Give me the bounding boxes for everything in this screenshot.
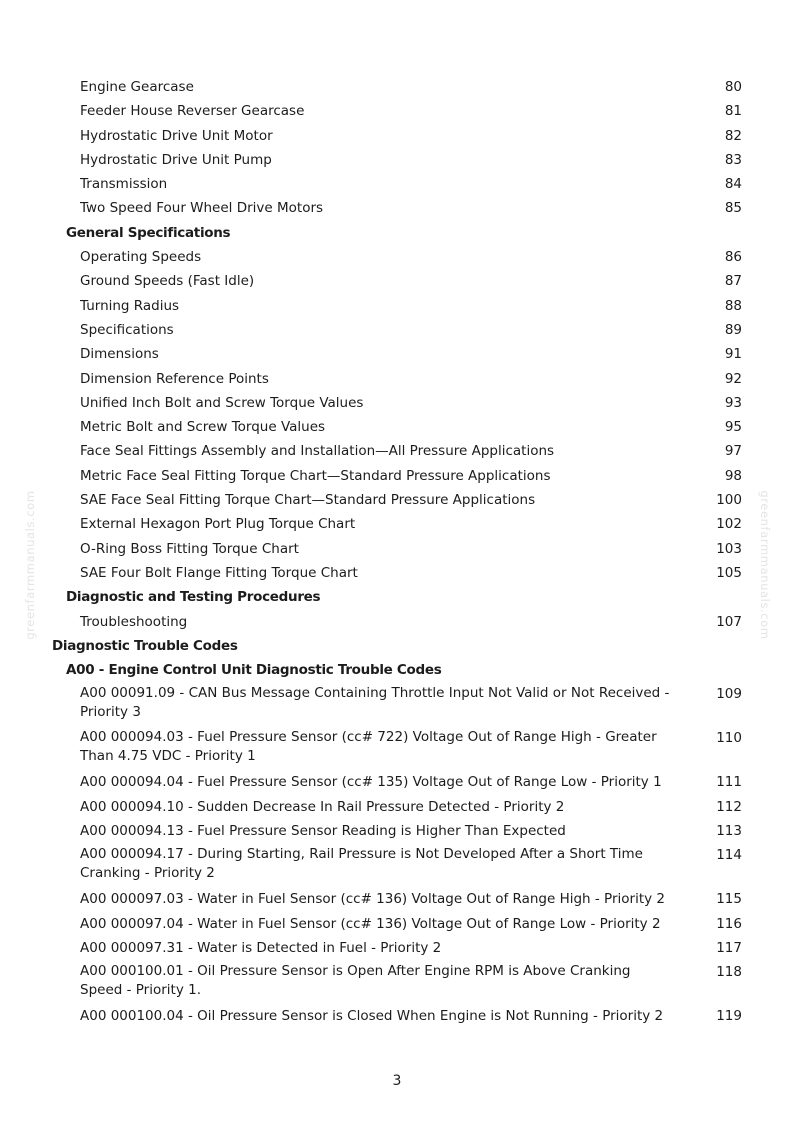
toc-entry-page-number: 116	[716, 915, 742, 932]
toc-entry-title: Face Seal Fittings Assembly and Installation—All Pressure Applications	[80, 443, 555, 460]
toc-entry-title: SAE Four Bolt Flange Fitting Torque Chart	[80, 564, 358, 581]
watermark-left: greenfarmmanuals.com	[23, 490, 37, 640]
toc-entry[interactable]	[0, 821, 794, 845]
toc-entry-page-number: 103	[716, 540, 742, 557]
toc-entry[interactable]	[0, 441, 794, 465]
toc-entry-title: Two Speed Four Wheel Drive Motors	[80, 200, 324, 217]
toc-entry-page-number: 100	[716, 492, 742, 509]
toc-entry-page-number: 112	[716, 798, 742, 815]
toc-entry-title: A00 000094.03 - Fuel Pressure Sensor (cc# 722) Voltage Out of Range High - Greater Than 4.75 VDC - Priority 1	[80, 729, 657, 765]
toc-entry-page-number: 114	[716, 847, 742, 864]
toc-entry[interactable]	[0, 369, 794, 393]
toc-entry-title: Engine Gearcase	[80, 79, 194, 95]
toc-entry[interactable]	[0, 174, 794, 198]
toc-entry-title: A00 000094.13 - Fuel Pressure Sensor Reading is Higher Than Expected	[80, 823, 566, 840]
toc-entry-title: A00 000097.03 - Water in Fuel Sensor (cc# 136) Voltage Out of Range High - Priority 2	[80, 891, 665, 908]
toc-entry-page-number: 117	[716, 939, 742, 956]
toc-entry-title: Dimension Reference Points	[80, 370, 269, 387]
toc-entry[interactable]	[0, 393, 794, 417]
toc-entry-page-number: 82	[724, 127, 742, 144]
toc-entry[interactable]	[0, 296, 794, 320]
toc-entry-title: Specifications	[80, 321, 174, 338]
toc-entry-page-number: 118	[716, 964, 742, 981]
toc-entry[interactable]	[0, 490, 794, 514]
toc-entry[interactable]	[0, 77, 794, 101]
toc-entry[interactable]	[0, 344, 794, 368]
toc-entry-page-number: 89	[724, 321, 742, 338]
toc-entry-page-number: 86	[724, 249, 742, 266]
toc-entry[interactable]	[0, 889, 794, 913]
toc-entry-title: SAE Face Seal Fitting Torque Chart—Standard Pressure Applications	[80, 492, 536, 509]
toc-entry-title: Troubleshooting	[80, 613, 188, 630]
toc-entry-title: Unified Inch Bolt and Screw Torque Values	[80, 394, 364, 411]
toc-entry[interactable]	[0, 1006, 794, 1030]
toc-entry-title: Turning Radius	[80, 297, 180, 314]
toc-entry-page-number: 107	[716, 613, 742, 630]
toc-entry[interactable]	[0, 101, 794, 125]
toc-entry-title: Diagnostic and Testing Procedures	[66, 589, 321, 606]
toc-entry-page-number: 84	[724, 176, 742, 193]
toc-entry-title: Metric Face Seal Fitting Torque Chart—Standard Pressure Applications	[80, 467, 551, 484]
toc-entry-title: Operating Speeds	[80, 249, 202, 266]
toc-entry-title: Hydrostatic Drive Unit Motor	[80, 127, 273, 144]
toc-entry[interactable]	[0, 247, 794, 271]
toc-entry-page-number: 83	[724, 151, 742, 168]
toc-entry-page-number: 98	[724, 467, 742, 484]
toc-entry[interactable]	[0, 612, 794, 636]
toc-entry[interactable]	[0, 271, 794, 295]
toc-entry-title: Metric Bolt and Screw Torque Values	[80, 419, 326, 436]
toc-entry-title: A00 000094.17 - During Starting, Rail Pressure is Not Developed After a Short Time Cranking - Priority 2	[80, 846, 643, 882]
toc-entry-page-number: 97	[724, 443, 742, 460]
toc-entry-page-number: 91	[724, 346, 742, 363]
toc-entry-title: Transmission	[80, 176, 168, 193]
table-of-contents	[0, 77, 794, 1031]
toc-entry-page-number: 95	[724, 419, 742, 436]
toc-entry-title: A00 000094.10 - Sudden Decrease In Rail Pressure Detected - Priority 2	[80, 798, 565, 815]
toc-entry-title: A00 00091.09 - CAN Bus Message Containing Throttle Input Not Valid or Not Received - Priority 3	[80, 685, 670, 721]
toc-entry-title: Feeder House Reverser Gearcase	[80, 103, 305, 120]
toc-entry[interactable]	[0, 466, 794, 490]
toc-entry-title: A00 000094.04 - Fuel Pressure Sensor (cc# 135) Voltage Out of Range Low - Priority 1	[80, 774, 662, 791]
toc-entry[interactable]	[0, 772, 794, 796]
toc-entry-title: A00 000097.04 - Water in Fuel Sensor (cc# 136) Voltage Out of Range Low - Priority 2	[80, 915, 661, 932]
toc-entry[interactable]	[0, 320, 794, 344]
toc-entry-page-number: 102	[716, 516, 742, 533]
toc-entry[interactable]	[0, 684, 794, 728]
toc-entry[interactable]	[0, 845, 794, 889]
toc-entry-title: Diagnostic Trouble Codes	[52, 637, 238, 654]
toc-entry[interactable]	[0, 514, 794, 538]
toc-section-heading[interactable]	[0, 223, 794, 247]
toc-entry-title: External Hexagon Port Plug Torque Chart	[80, 516, 356, 533]
toc-entry-page-number: 81	[724, 103, 742, 120]
toc-entry-page-number: 93	[724, 394, 742, 411]
page-number: 3	[392, 1073, 402, 1089]
toc-entry-page-number: 113	[716, 823, 742, 840]
toc-entry-page-number: 109	[716, 686, 742, 703]
watermark-right: greenfarmmanuals.com	[758, 490, 772, 640]
toc-entry[interactable]	[0, 126, 794, 150]
toc-entry[interactable]	[0, 914, 794, 938]
toc-entry-title: A00 000100.01 - Oil Pressure Sensor is Open After Engine RPM is Above Cranking Speed - Priority 1.	[80, 963, 631, 999]
toc-entry[interactable]	[0, 539, 794, 563]
toc-entry-title: O-Ring Boss Fitting Torque Chart	[80, 540, 299, 557]
toc-entry-page-number: 88	[724, 297, 742, 314]
toc-entry-page-number: 111	[716, 774, 742, 791]
toc-entry-page-number: 119	[716, 1008, 742, 1025]
toc-entry-page-number: 92	[724, 370, 742, 387]
toc-entry[interactable]	[0, 962, 794, 1006]
toc-entry-title: A00 000100.04 - Oil Pressure Sensor is Closed When Engine is Not Running - Priority 2	[80, 1008, 664, 1025]
toc-entry[interactable]	[0, 938, 794, 962]
toc-entry[interactable]	[0, 417, 794, 441]
toc-entry[interactable]	[0, 198, 794, 222]
toc-entry-title: Hydrostatic Drive Unit Pump	[80, 151, 272, 168]
toc-entry-page-number: 80	[724, 79, 742, 95]
toc-entry-title: General Specifications	[66, 224, 231, 241]
toc-entry-page-number: 115	[716, 891, 742, 908]
toc-entry-page-number: 87	[724, 273, 742, 290]
toc-entry-title: A00 000097.31 - Water is Detected in Fuel - Priority 2	[80, 939, 442, 956]
toc-section-heading[interactable]	[0, 587, 794, 611]
toc-entry[interactable]	[0, 728, 794, 772]
toc-chapter-heading[interactable]	[0, 636, 794, 660]
toc-entry-title: A00 - Engine Control Unit Diagnostic Trouble Codes	[66, 662, 442, 679]
toc-entry[interactable]	[0, 150, 794, 174]
toc-entry-title: Ground Speeds (Fast Idle)	[80, 273, 255, 290]
toc-section-heading[interactable]	[0, 660, 794, 684]
toc-entry[interactable]	[0, 797, 794, 821]
toc-entry-title: Dimensions	[80, 346, 159, 363]
toc-entry-page-number: 85	[724, 200, 742, 217]
toc-entry[interactable]	[0, 563, 794, 587]
toc-entry-page-number: 110	[716, 730, 742, 747]
toc-entry-page-number: 105	[716, 564, 742, 581]
